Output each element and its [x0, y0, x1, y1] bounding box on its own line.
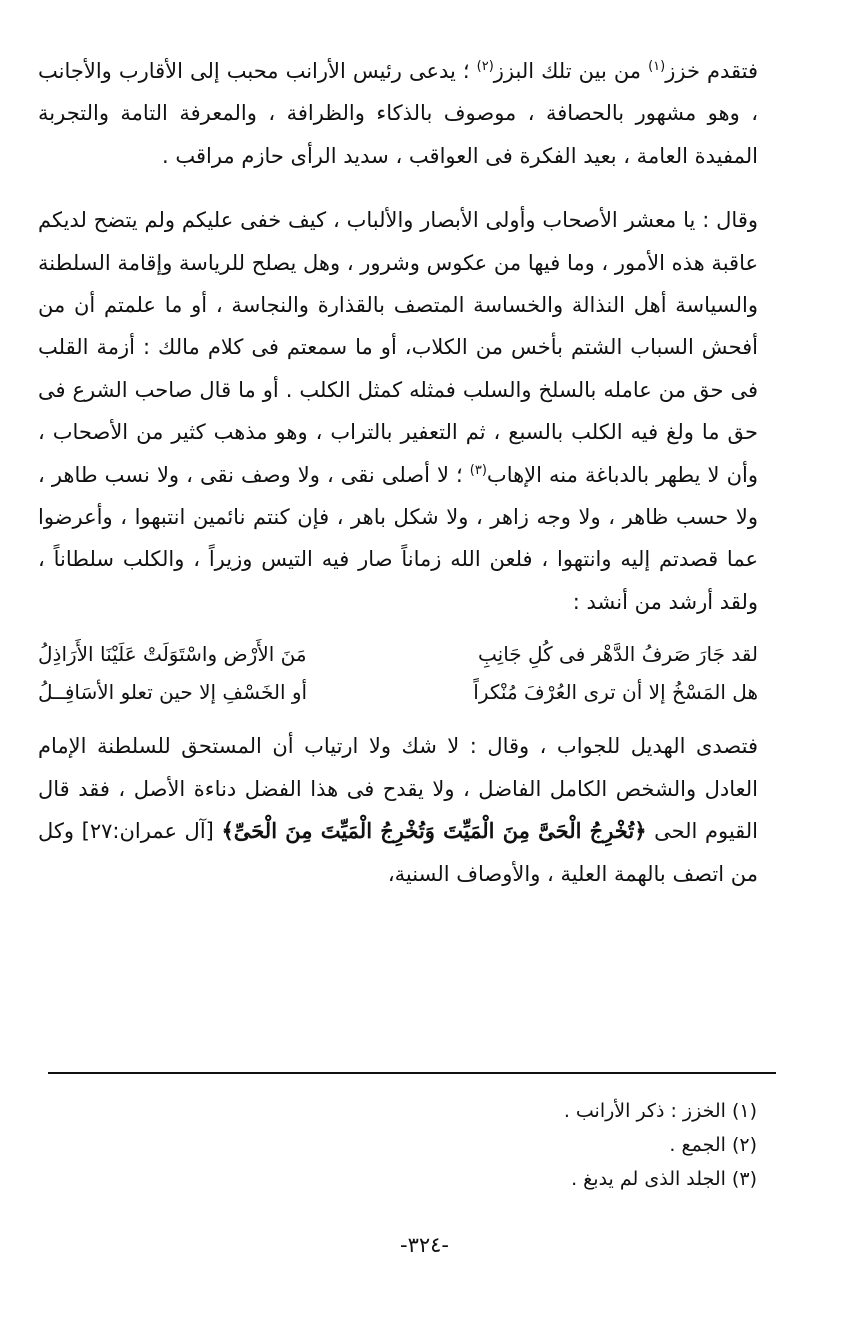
paragraph-1-start: فتقدم خزز: [665, 59, 758, 83]
footnote-divider: [48, 1072, 776, 1074]
paragraph-2-end: ؛ لا أصلى نقى ، ولا وصف نقى ، ولا نسب طاهر ، ولا حسب ظاهر ، ولا وجه زاهر ، ولا شكل باهر ، فإن كنتم نائمين انتبهوا ، وأعرضوا عما قصدتم إليه وانتهوا ، فلعن الله زماناً صار فيه التيس وزيراً ، والكلب سلطاناً ، ولقد أرشد من أنشد :: [38, 462, 758, 614]
paragraph-3-end: [آل عمران:٢٧] وكل من اتصف بالهمة العلية ، والأوصاف السنية،: [38, 819, 758, 886]
footnote-ref-2: (٢): [476, 59, 494, 74]
verse-1-first-hemistich: لقد جَارَ صَرفُ الدَّهْر فى كُلِ جَانِبِ: [477, 642, 758, 667]
footnote-ref-3: (٣): [469, 462, 487, 478]
paragraph-2: [38, 199, 758, 623]
paragraph-3-start: فتصدى الهديل للجواب ، وقال : لا شك ولا ارتياب أن المستحق للسلطنة الإمام العادل والشخص الكامل الفاضل ، ولا يقدح فى هذا الفضل دناءة الأصل ، فقد قال القيوم الحى: [38, 734, 759, 844]
verse-1-second-hemistich: مَنَ الأَرْض واسْتَوَلَتْ عَلَيْنَا الأَرَاذِلُ: [38, 642, 307, 667]
footnote-ref-1: (١): [648, 59, 666, 74]
verse-2-second-hemistich: أو الخَسْفِ إلا حين تعلو الأسَافِــلُ: [38, 680, 308, 705]
paragraph-3: [38, 725, 758, 895]
paragraph-1-end: ؛ يدعى رئيس الأرانب محبب إلى الأقارب والأجانب ، وهو مشهور بالحصافة ، موصوف بالذكاء والظرافة ، والمعرفة التامة والتجربة المفيدة العامة ، بعيد الفكرة فى العواقب ، سديد الرأى حازم مراقب .: [38, 59, 758, 168]
page-body: [38, 50, 758, 895]
poem-verse-2: [38, 673, 758, 711]
quran-verse: ﴿تُخْرِجُ الْحَىَّ مِنَ الْمَيِّتَ وَتُخْرِجُ الْمَيِّتَ مِنَ الْحَىِّ﴾: [221, 818, 647, 844]
paragraph-2-start: وقال : يا معشر الأصحاب وأولى الأبصار والألباب ، كيف خفى عليكم ولم يتضح لديكم عاقبة هذه الأمور ، وما فيها من عكوس وشرور ، وهل يصلح للرياسة وإقامة السلطنة والسياسة أهل النذالة والخساسة المتصف بالقذارة والنجاسة ، أو ما علمتم أن من أفحش السباب الشتم بأخس من الكلاب، أو ما سمعتم فى كلام مالك : أزمة القلب فى حق من عامله بالسلخ والسلب فمثله كمثل الكلب . أو ما قال صاحب الشرع فى حق ما ولغ فيه الكلب بالسبع ، ثم التعفير بالتراب ، وهو مذهب كثير من الأصحاب ، وأن لا يطهر بالدباغة منه الإهاب: [38, 208, 758, 487]
poem: [38, 635, 758, 711]
footnote-1: (١) الخزز : ذكر الأرانب .: [563, 1100, 757, 1122]
poem-verse-1: [38, 635, 758, 673]
paragraph-1: [38, 50, 758, 177]
page-number: -٣٢٤-: [400, 1233, 449, 1257]
paragraph-1-middle: من بين تلك البزز: [493, 59, 649, 83]
verse-2-first-hemistich: هل المَسْخُ إلا أن ترى العُرْفَ مُنْكراً: [473, 680, 758, 705]
footnotes: [157, 1094, 757, 1196]
footnote-2: (٢) الجمع .: [669, 1134, 757, 1156]
footnote-3: (٣) الجلد الذى لم يدبغ .: [571, 1168, 757, 1190]
